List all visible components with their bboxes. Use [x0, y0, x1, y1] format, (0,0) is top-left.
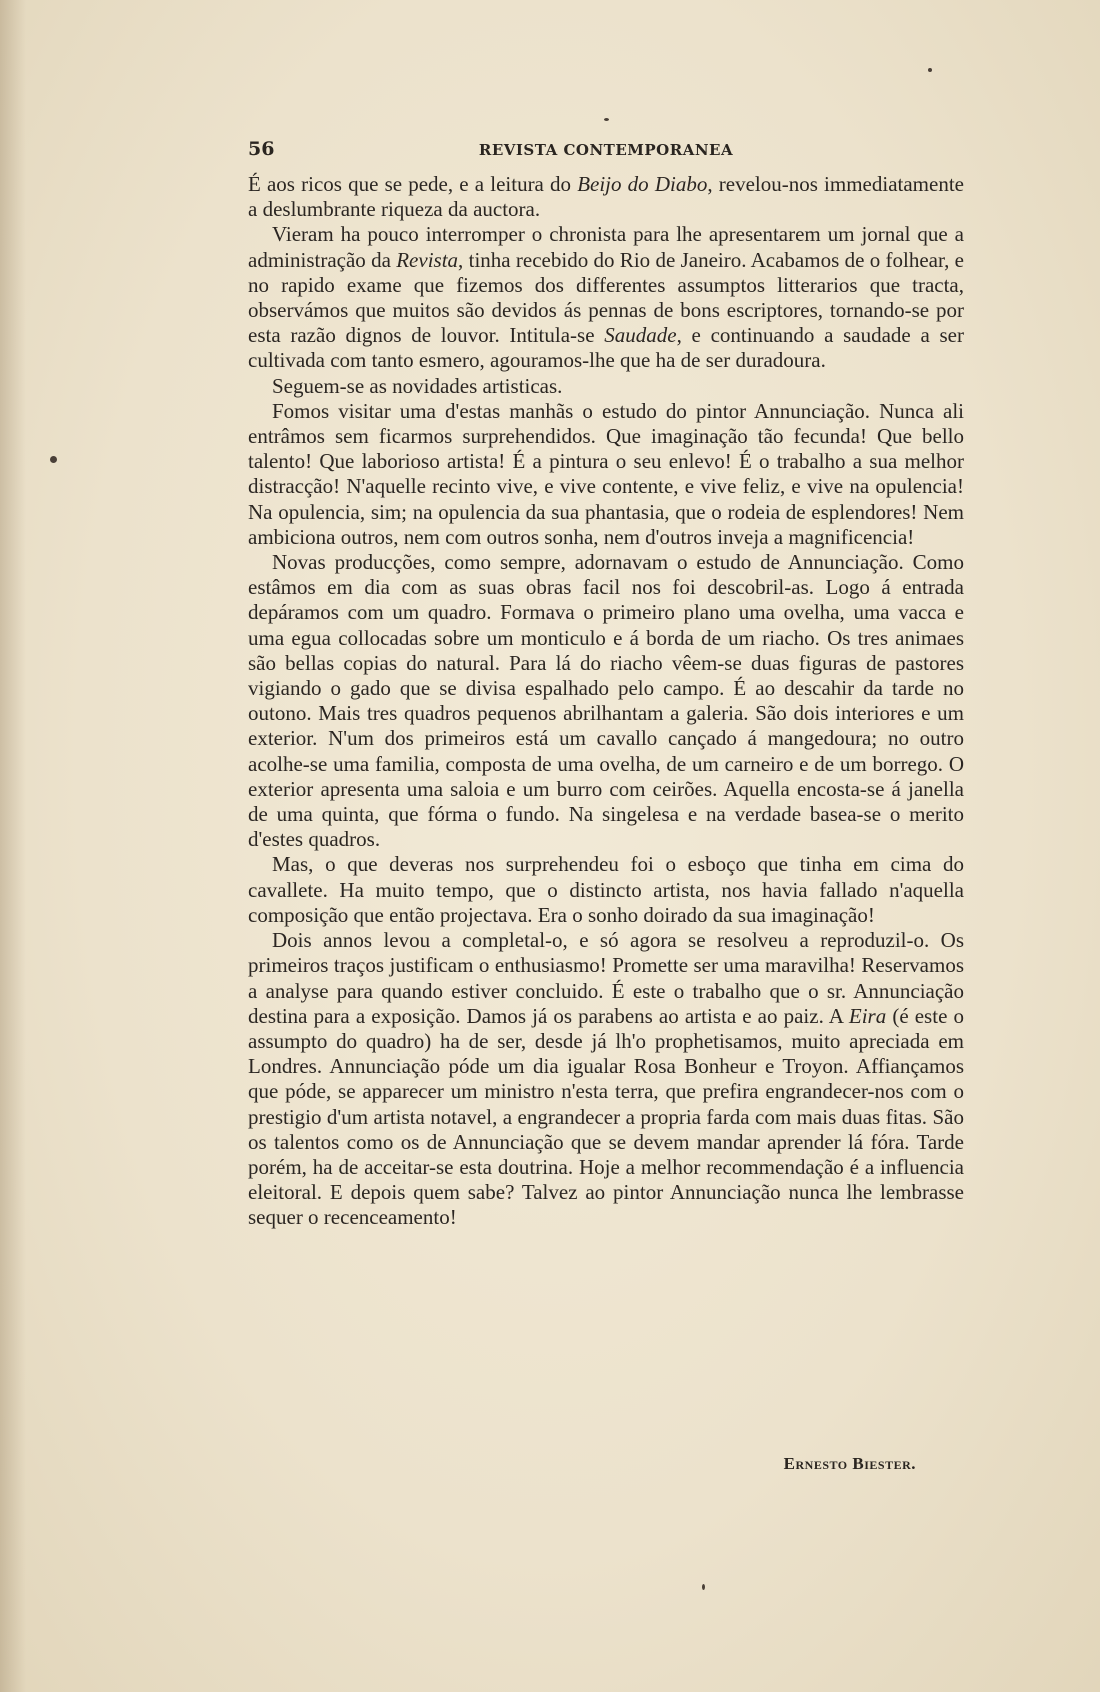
paragraph-4 [248, 399, 964, 550]
paragraph-5 [248, 550, 964, 852]
paragraph-7-text-a: Dois annos levou a completal-o, e só agora se resolveu a reproduzil-o. Os primeiros traços justificam o enthusiasmo! Promette ser uma maravilha! Reservamos a analyse para quando estiver concluido. É este o trabalho que o sr. Annunciação destina para a exposição. Damos já os parabens ao artista e ao paiz. A [248, 928, 964, 1028]
paragraph-2-text-a: Vieram ha pouco interromper o chronista para lhe apresentarem um jornal que a administração da [248, 222, 964, 272]
paragraph-7 [248, 928, 964, 1230]
paragraph-1-text-b: , revelou-nos immediatamente a deslumbrante riqueza da auctora. [248, 172, 964, 222]
paragraph-7-text-b: (é este o assumpto do quadro) ha de ser, desde já lh'o prophetisamos, muito apreciada em Londres. Annunciação póde um dia igualar Rosa Bonheur e Troyon. Affiançamos que póde, se apparecer um ministro n'esta terra, que prefira engrandecer-nos com o prestigio d'um artista notavel, a engrandecer a propria farda com mais duas fitas. São os talentos como os de Annunciação que se devem mandar aprender lá fóra. Tarde porém, ha de acceitar-se esta doutrina. Hoje a melhor recommendação é a influencia eleitoral. E depois quem sabe? Talvez ao pintor Annunciação nunca lhe lembrasse sequer o recenceamento! [248, 1003, 964, 1230]
book-title-beijo-do-diabo: Beijo do Diabo [577, 172, 708, 196]
running-title: REVISTA CONTEMPORANEA [478, 141, 734, 159]
paragraph-2-text-b: , tinha recebido do Rio de Janeiro. Acabamos de o folhear, e no rapido exame que fizemos dos differentes assumptos litterarios que tracta, observámos que muitos são devidos ás pennas de bons escriptores, tornando-se por esta razão dignos de louvor. Intitula-se [248, 247, 965, 348]
paragraph-5-text: Novas producções, como sempre, adornavam o estudo de Annunciação. Como estâmos em dia com as suas obras facil nos foi descobril-as. Logo á entrada depáramos com um quadro. Formava o primeiro plano uma ovelha, uma vacca e uma egua collocadas sobre um monticulo e á borda de um riacho. Os tres animaes são bellas copias do natural. Para lá do riacho vêem-se duas figuras de pastores vigiando o gado que se divisa espalhado pelo campo. É ao descahir da tarde no outono. Mais tres quadros pequenos abrilhantam a galeria. São dois interiores e um exterior. N'um dos primeiros está um cavallo cançado á mangedoura; no outro acolhe-se uma familia, composta de uma ovelha, de um carneiro e de um borrego. O exterior apresenta uma saloia e um burro com ceirões. Aquella encosta-se á janella de uma quinta, que fórma o fundo. Na singelesa e na verdade basea-se o merito d'estes quadros. [248, 550, 964, 852]
paragraph-1 [248, 172, 964, 222]
paragraph-6-text: Mas, o que deveras nos surprehendeu foi o esboço que tinha em cima do cavallete. Ha muito tempo, que o distincto artista, nos havia fallado n'aquella composição que então projectava. Era o sonho doirado da sua imaginação! [248, 852, 964, 927]
paragraph-2-text-c: , e continuando a saudade a ser cultivada com tanto esmero, agouramos-lhe que ha de ser duradoura. [248, 323, 964, 373]
ink-speck [928, 68, 932, 72]
author-signature: Ernesto Biester. [783, 1454, 916, 1473]
article-body [248, 172, 964, 1231]
ink-speck [50, 456, 57, 463]
painting-title-eira: Eira [848, 1003, 887, 1028]
paragraph-3-text: Seguem-se as novidades artisticas. [272, 373, 563, 398]
paragraph-6 [248, 852, 964, 928]
journal-title-saudade: Saudade [604, 323, 677, 348]
ink-speck [702, 1584, 705, 1590]
page-number: 56 [248, 138, 275, 160]
journal-title-revista: Revista [396, 247, 459, 272]
paragraph-1-text-a: É aos ricos que se pede, e a leitura do [248, 172, 578, 196]
paragraph-4-text: Fomos visitar uma d'estas manhãs o estudo do pintor Annunciação. Nunca ali entrâmos sem ficarmos surprehendidos. Que imaginação tão fecunda! Que bello talento! Que laborioso artista! É a pintura o seu enlevo! É o trabalho a sua melhor distracção! N'aquelle recinto vive, e vive contente, e vive feliz, e vive na opulencia! Na opulencia, sim; na opulencia da sua phantasia, que o rodeia de esplendores! Nem ambiciona outros, nem com outros sonha, nem d'outros inveja a magnificencia! [248, 398, 964, 549]
ink-speck [604, 118, 609, 121]
page-header [248, 138, 964, 162]
paragraph-3 [248, 374, 964, 399]
paragraph-2 [248, 222, 964, 373]
